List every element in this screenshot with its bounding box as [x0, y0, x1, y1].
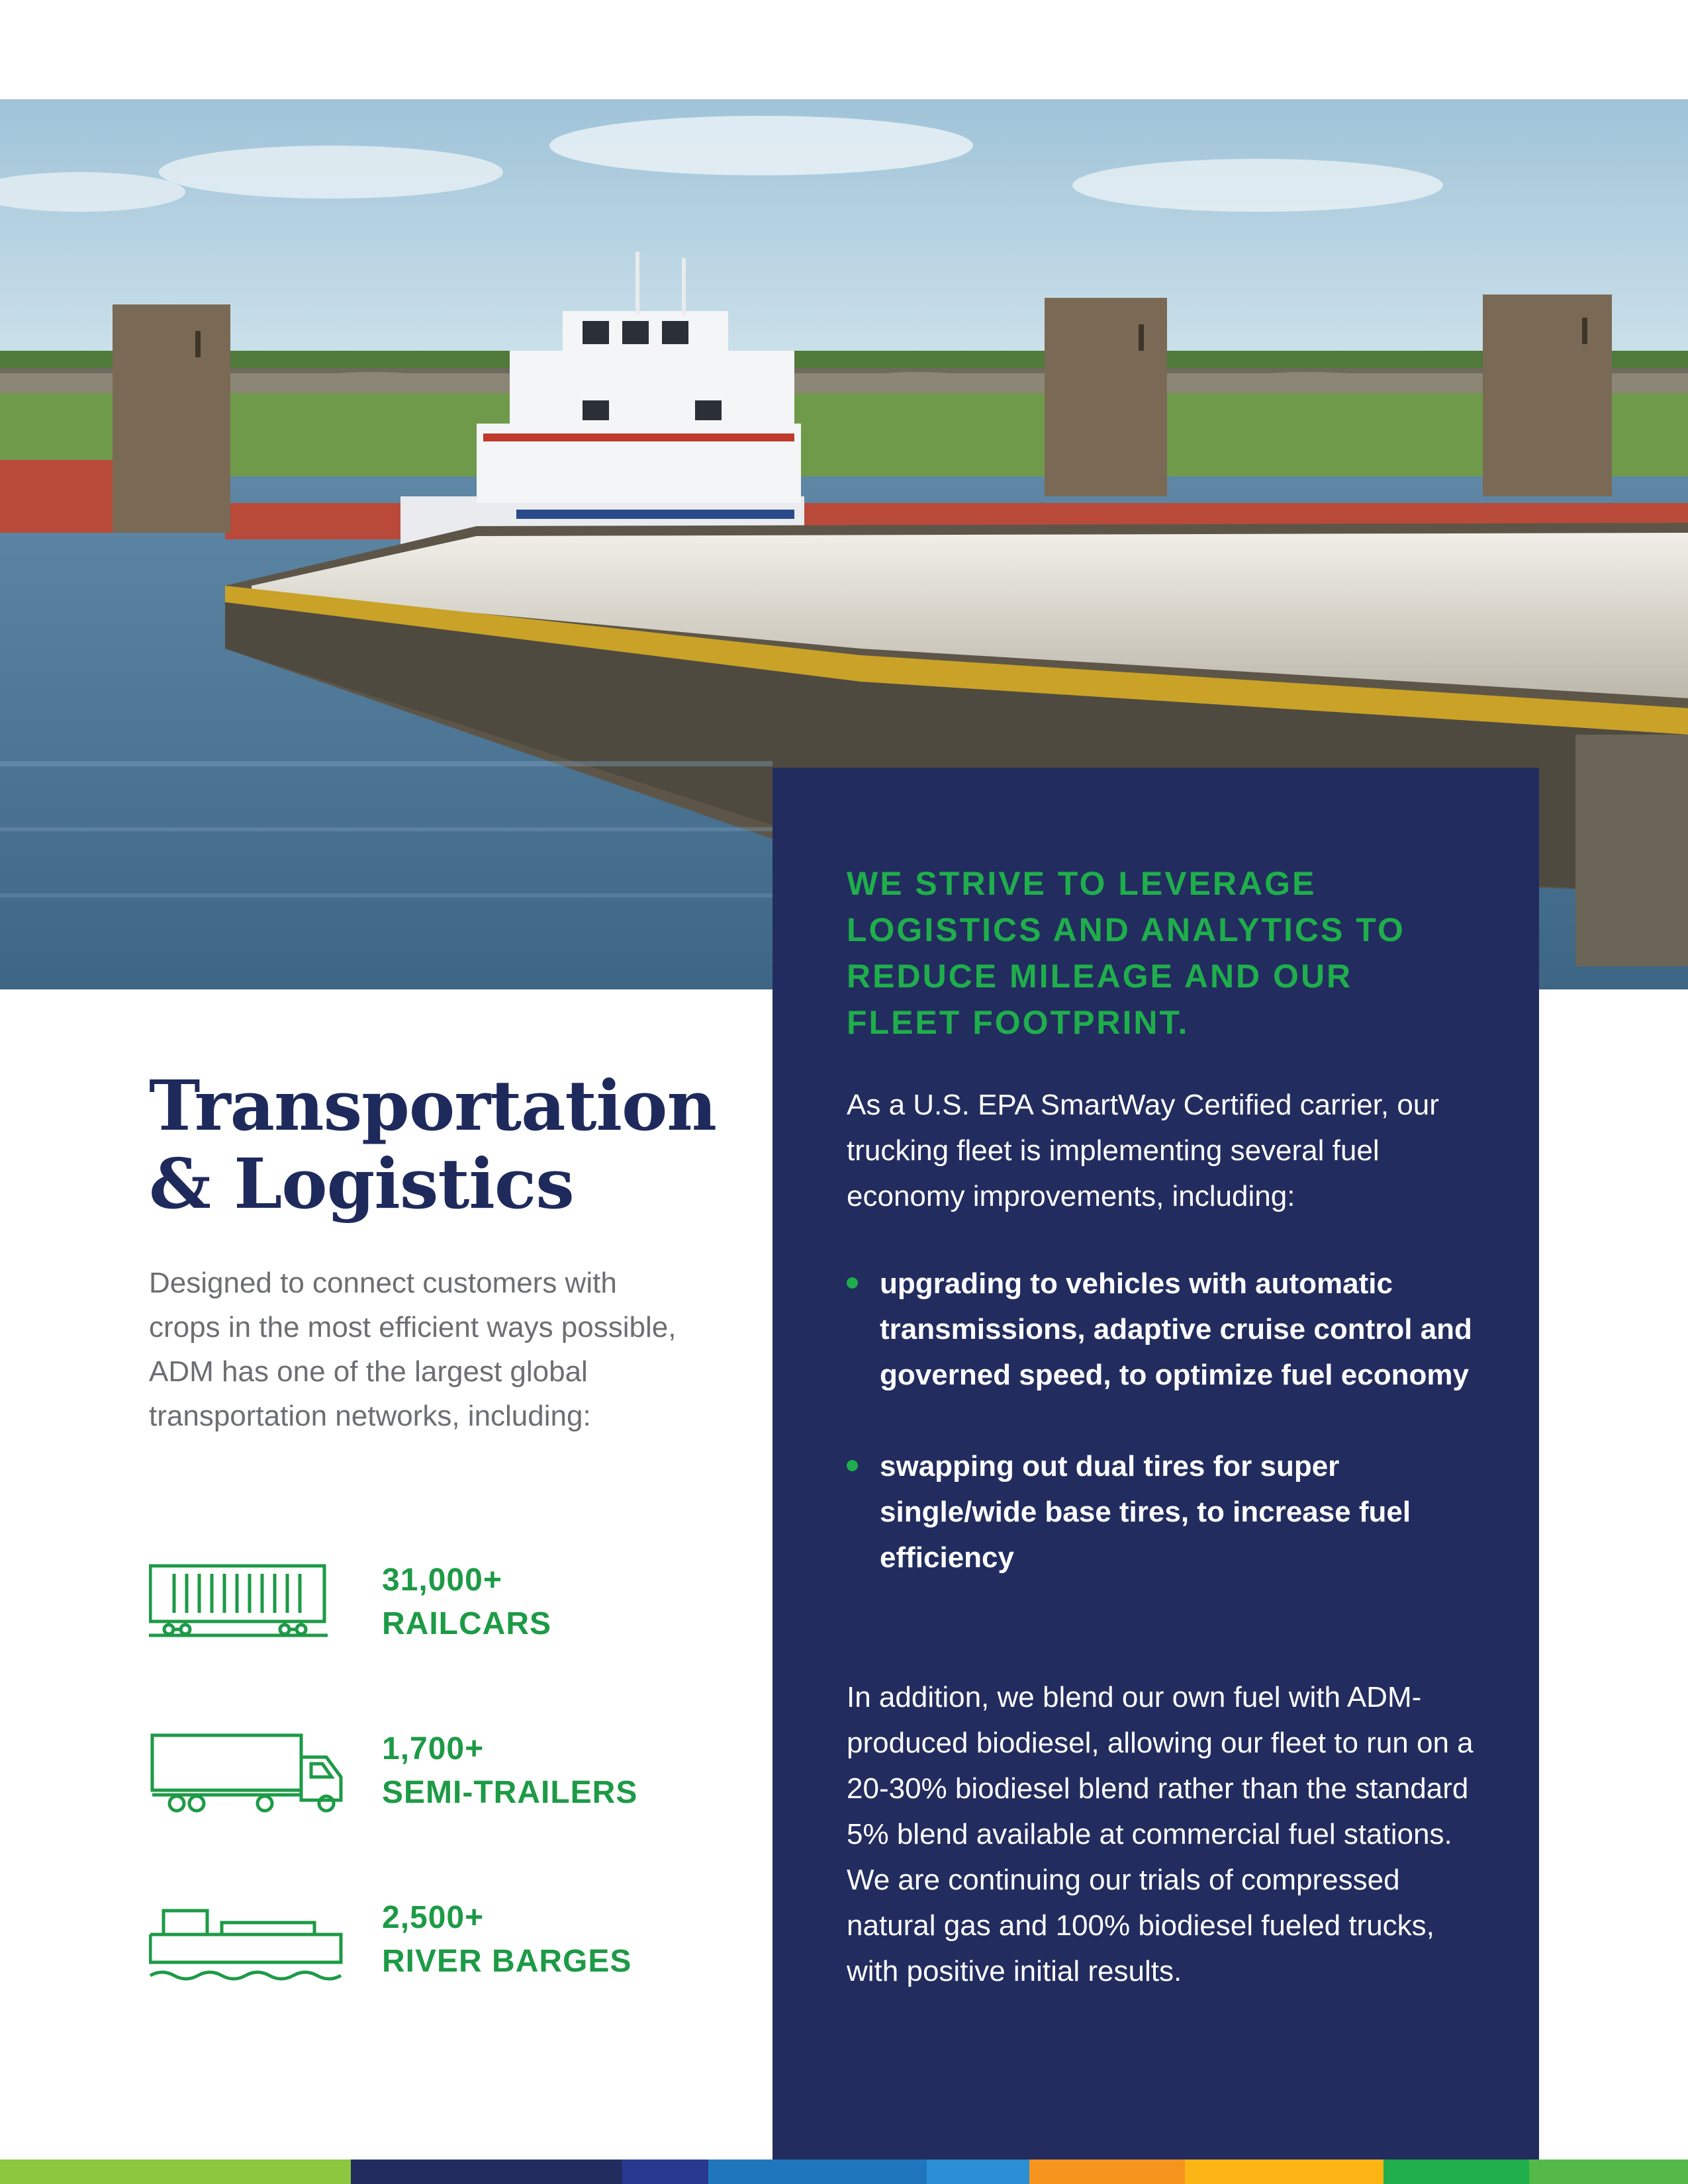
- color-segment: [1383, 2160, 1529, 2184]
- color-segment: [708, 2160, 927, 2184]
- color-segment: [351, 2160, 622, 2184]
- color-segment: [0, 2160, 351, 2184]
- brand-color-bar: [0, 2160, 1688, 2184]
- stat-semi-trailers-value: 1,700+: [382, 1731, 485, 1766]
- color-segment: [1029, 2160, 1185, 2184]
- list-item: [847, 1261, 1482, 1398]
- list-item-text: swapping out dual tires for super single/wide base tires, to increase fuel efficiency: [880, 1450, 1411, 1574]
- river-barge-icon: [149, 1896, 348, 1989]
- page-title: [149, 1067, 745, 1223]
- stat-semi-trailers-label: SEMI-TRAILERS: [382, 1775, 638, 1810]
- pull-quote: [847, 860, 1476, 1046]
- list-item-text: upgrading to vehicles with automatic transmissions, adaptive cruise control and governed speed, to optimize fuel economy: [880, 1267, 1472, 1391]
- color-segment: [927, 2160, 1029, 2184]
- stat-river-barges-value: 2,500+: [382, 1900, 485, 1935]
- bullet-dot-icon: [847, 1277, 858, 1289]
- stat-river-barges-label: RIVER BARGES: [382, 1944, 632, 1979]
- stat-railcars-value: 31,000+: [382, 1563, 502, 1598]
- list-item: [847, 1443, 1482, 1580]
- stat-river-barges: [149, 1896, 745, 1989]
- sidebar-panel: [773, 768, 1539, 2160]
- stat-railcars-label: RAILCARS: [382, 1606, 551, 1641]
- pull-quote-line: REDUCE MILEAGE AND OUR: [847, 958, 1353, 995]
- page-title-line-1: Transportation: [149, 1065, 716, 1146]
- stat-railcars: [149, 1559, 745, 1651]
- semi-truck-icon: [149, 1727, 348, 1820]
- color-segment: [622, 2160, 708, 2184]
- pull-quote-line: LOGISTICS AND ANALYTICS TO: [847, 911, 1405, 948]
- pull-quote-line: WE STRIVE TO LEVERAGE: [847, 865, 1317, 902]
- intro-paragraph: Designed to connect customers with crops in the most efficient ways possible, ADM has one of the largest global transportation networks, including:: [149, 1267, 677, 1432]
- color-segment: [1185, 2160, 1383, 2184]
- stat-semi-trailers: [149, 1727, 745, 1820]
- panel-paragraph-2: In addition, we blend our own fuel with ADM-produced biodiesel, allowing our fleet to run on a 20-30% biodiesel blend rather than the standard 5% blend available at commercial fuel stations. We are continuing our trials of compressed natural gas and 100% biodiesel fueled trucks, with positive initial results.: [847, 1681, 1474, 1987]
- color-segment: [1529, 2160, 1688, 2184]
- bullet-dot-icon: [847, 1460, 858, 1471]
- panel-paragraph-1: As a U.S. EPA SmartWay Certified carrier, our trucking fleet is implementing several fuel economy improvements, including:: [847, 1089, 1439, 1212]
- page-title-line-2: & Logistics: [149, 1143, 574, 1224]
- railcar-icon: [149, 1559, 348, 1651]
- pull-quote-line: FLEET FOOTPRINT.: [847, 1004, 1190, 1041]
- improvements-list: [847, 1261, 1482, 1626]
